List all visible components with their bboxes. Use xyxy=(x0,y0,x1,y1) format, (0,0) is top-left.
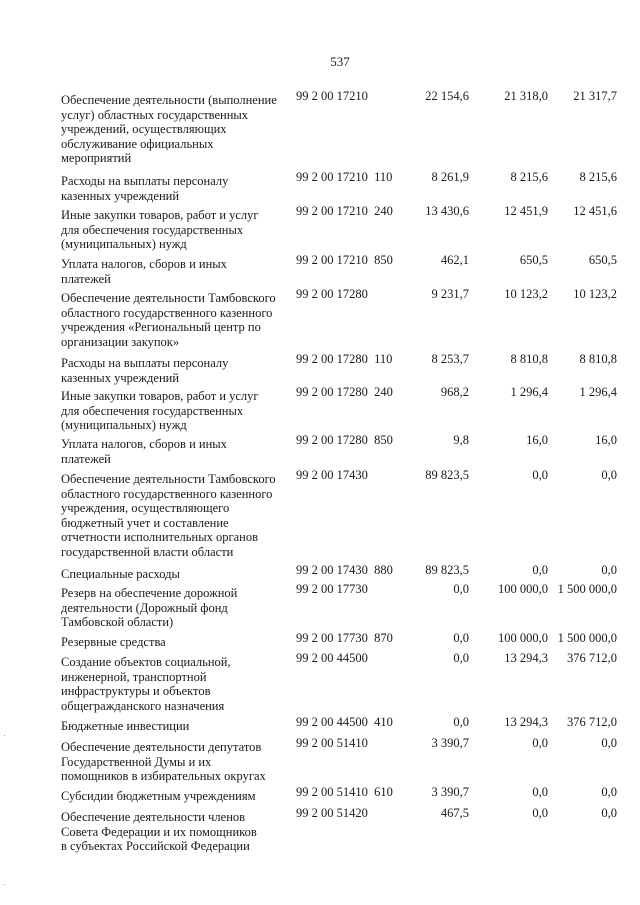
row-value-2: 0,0 xyxy=(532,736,548,750)
row-value-3: 8 215,6 xyxy=(579,170,617,184)
row-value-3: 1 296,4 xyxy=(579,385,617,399)
row-value-3: 1 500 000,0 xyxy=(557,582,617,596)
row-name: Уплата налогов, сборов и иных платежей xyxy=(61,257,227,286)
row-value-2: 13 294,3 xyxy=(504,651,548,665)
row-value-3: 0,0 xyxy=(601,736,617,750)
row-value-2: 10 123,2 xyxy=(504,287,548,301)
row-value-3: 376 712,0 xyxy=(567,651,617,665)
row-code: 99 2 00 17430 880 xyxy=(296,563,393,577)
row-value-2: 100 000,0 xyxy=(498,582,548,596)
row-value-3: 21 317,7 xyxy=(573,89,617,103)
row-value-1: 8 261,9 xyxy=(431,170,469,184)
row-value-2: 650,5 xyxy=(519,253,548,267)
row-name: Обеспечение деятельности (выполнение услуг) областных государственных учреждений, осуществляющих обслуживание официальных мероприятий xyxy=(61,93,277,166)
row-name: Иные закупки товаров, работ и услуг для обеспечения государственных (муниципальных) нужд xyxy=(61,389,259,433)
row-code: 99 2 00 17210 xyxy=(296,89,368,103)
row-value-1: 9,8 xyxy=(453,433,469,447)
row-code: 99 2 00 17280 110 xyxy=(296,352,393,366)
row-name: Создание объектов социальной, инженерной, транспортной инфраструктуры и объектов общегражданского назначения xyxy=(61,655,231,713)
row-value-1: 0,0 xyxy=(453,582,469,596)
row-value-1: 89 823,5 xyxy=(425,563,469,577)
row-code: 99 2 00 17280 850 xyxy=(296,433,393,447)
scan-speck xyxy=(4,735,5,736)
row-value-2: 0,0 xyxy=(532,785,548,799)
row-value-2: 21 318,0 xyxy=(504,89,548,103)
row-value-1: 22 154,6 xyxy=(425,89,469,103)
row-name: Расходы на выплаты персоналу казенных учреждений xyxy=(61,174,229,203)
row-value-2: 1 296,4 xyxy=(510,385,548,399)
row-value-1: 9 231,7 xyxy=(431,287,469,301)
row-code: 99 2 00 51410 610 xyxy=(296,785,393,799)
row-code: 99 2 00 44500 xyxy=(296,651,368,665)
row-name: Иные закупки товаров, работ и услуг для обеспечения государственных (муниципальных) нужд xyxy=(61,208,259,252)
row-code: 99 2 00 17280 xyxy=(296,287,368,301)
row-value-2: 16,0 xyxy=(526,433,548,447)
row-code: 99 2 00 17430 xyxy=(296,468,368,482)
row-value-2: 8 215,6 xyxy=(510,170,548,184)
row-value-1: 89 823,5 xyxy=(425,468,469,482)
row-value-3: 0,0 xyxy=(601,806,617,820)
row-value-1: 13 430,6 xyxy=(425,204,469,218)
row-value-3: 12 451,6 xyxy=(573,204,617,218)
row-value-1: 0,0 xyxy=(453,631,469,645)
row-name: Расходы на выплаты персоналу казенных учреждений xyxy=(61,356,229,385)
row-value-2: 100 000,0 xyxy=(498,631,548,645)
row-name: Обеспечение деятельности Тамбовского областного государственного казенного учреждения «Региональный центр по организации закупок» xyxy=(61,291,276,349)
row-name: Субсидии бюджетным учреждениям xyxy=(61,789,256,803)
row-name: Резервные средства xyxy=(61,635,166,649)
row-value-3: 8 810,8 xyxy=(579,352,617,366)
row-value-3: 376 712,0 xyxy=(567,715,617,729)
row-value-2: 0,0 xyxy=(532,563,548,577)
row-value-2: 0,0 xyxy=(532,468,548,482)
row-name: Обеспечение деятельности Тамбовского областного государственного казенного учреждения, осуществляющего бюджетный учет и составление отчетности исполнительных органов государственной власти области xyxy=(61,472,276,559)
row-name: Специальные расходы xyxy=(61,567,180,581)
row-value-1: 8 253,7 xyxy=(431,352,469,366)
row-value-1: 467,5 xyxy=(440,806,469,820)
row-name: Бюджетные инвестиции xyxy=(61,719,190,733)
row-code: 99 2 00 17210 850 xyxy=(296,253,393,267)
row-code: 99 2 00 51420 xyxy=(296,806,368,820)
row-value-1: 3 390,7 xyxy=(431,736,469,750)
row-value-2: 8 810,8 xyxy=(510,352,548,366)
row-value-1: 3 390,7 xyxy=(431,785,469,799)
row-value-3: 1 500 000,0 xyxy=(557,631,617,645)
row-name: Обеспечение деятельности членов Совета Федерации и их помощников в субъектах Российской Федерации xyxy=(61,810,257,854)
row-name: Уплата налогов, сборов и иных платежей xyxy=(61,437,227,466)
row-value-1: 0,0 xyxy=(453,651,469,665)
row-value-3: 0,0 xyxy=(601,785,617,799)
row-value-1: 462,1 xyxy=(440,253,469,267)
row-code: 99 2 00 44500 410 xyxy=(296,715,393,729)
row-value-3: 10 123,2 xyxy=(573,287,617,301)
scan-speck xyxy=(4,884,5,885)
row-code: 99 2 00 51410 xyxy=(296,736,368,750)
row-name: Обеспечение деятельности депутатов Государственной Думы и их помощников в избирательных округах xyxy=(61,740,266,784)
row-code: 99 2 00 17730 xyxy=(296,582,368,596)
row-value-1: 968,2 xyxy=(440,385,469,399)
row-code: 99 2 00 17210 240 xyxy=(296,204,393,218)
row-value-2: 0,0 xyxy=(532,806,548,820)
row-code: 99 2 00 17730 870 xyxy=(296,631,393,645)
row-value-2: 12 451,9 xyxy=(504,204,548,218)
row-code: 99 2 00 17280 240 xyxy=(296,385,393,399)
row-value-3: 0,0 xyxy=(601,563,617,577)
row-value-3: 16,0 xyxy=(595,433,617,447)
row-value-1: 0,0 xyxy=(453,715,469,729)
row-value-2: 13 294,3 xyxy=(504,715,548,729)
page-number: 537 xyxy=(330,54,350,69)
row-code: 99 2 00 17210 110 xyxy=(296,170,393,184)
row-name: Резерв на обеспечение дорожной деятельности (Дорожный фонд Тамбовской области) xyxy=(61,586,238,630)
row-value-3: 0,0 xyxy=(601,468,617,482)
row-value-3: 650,5 xyxy=(588,253,617,267)
